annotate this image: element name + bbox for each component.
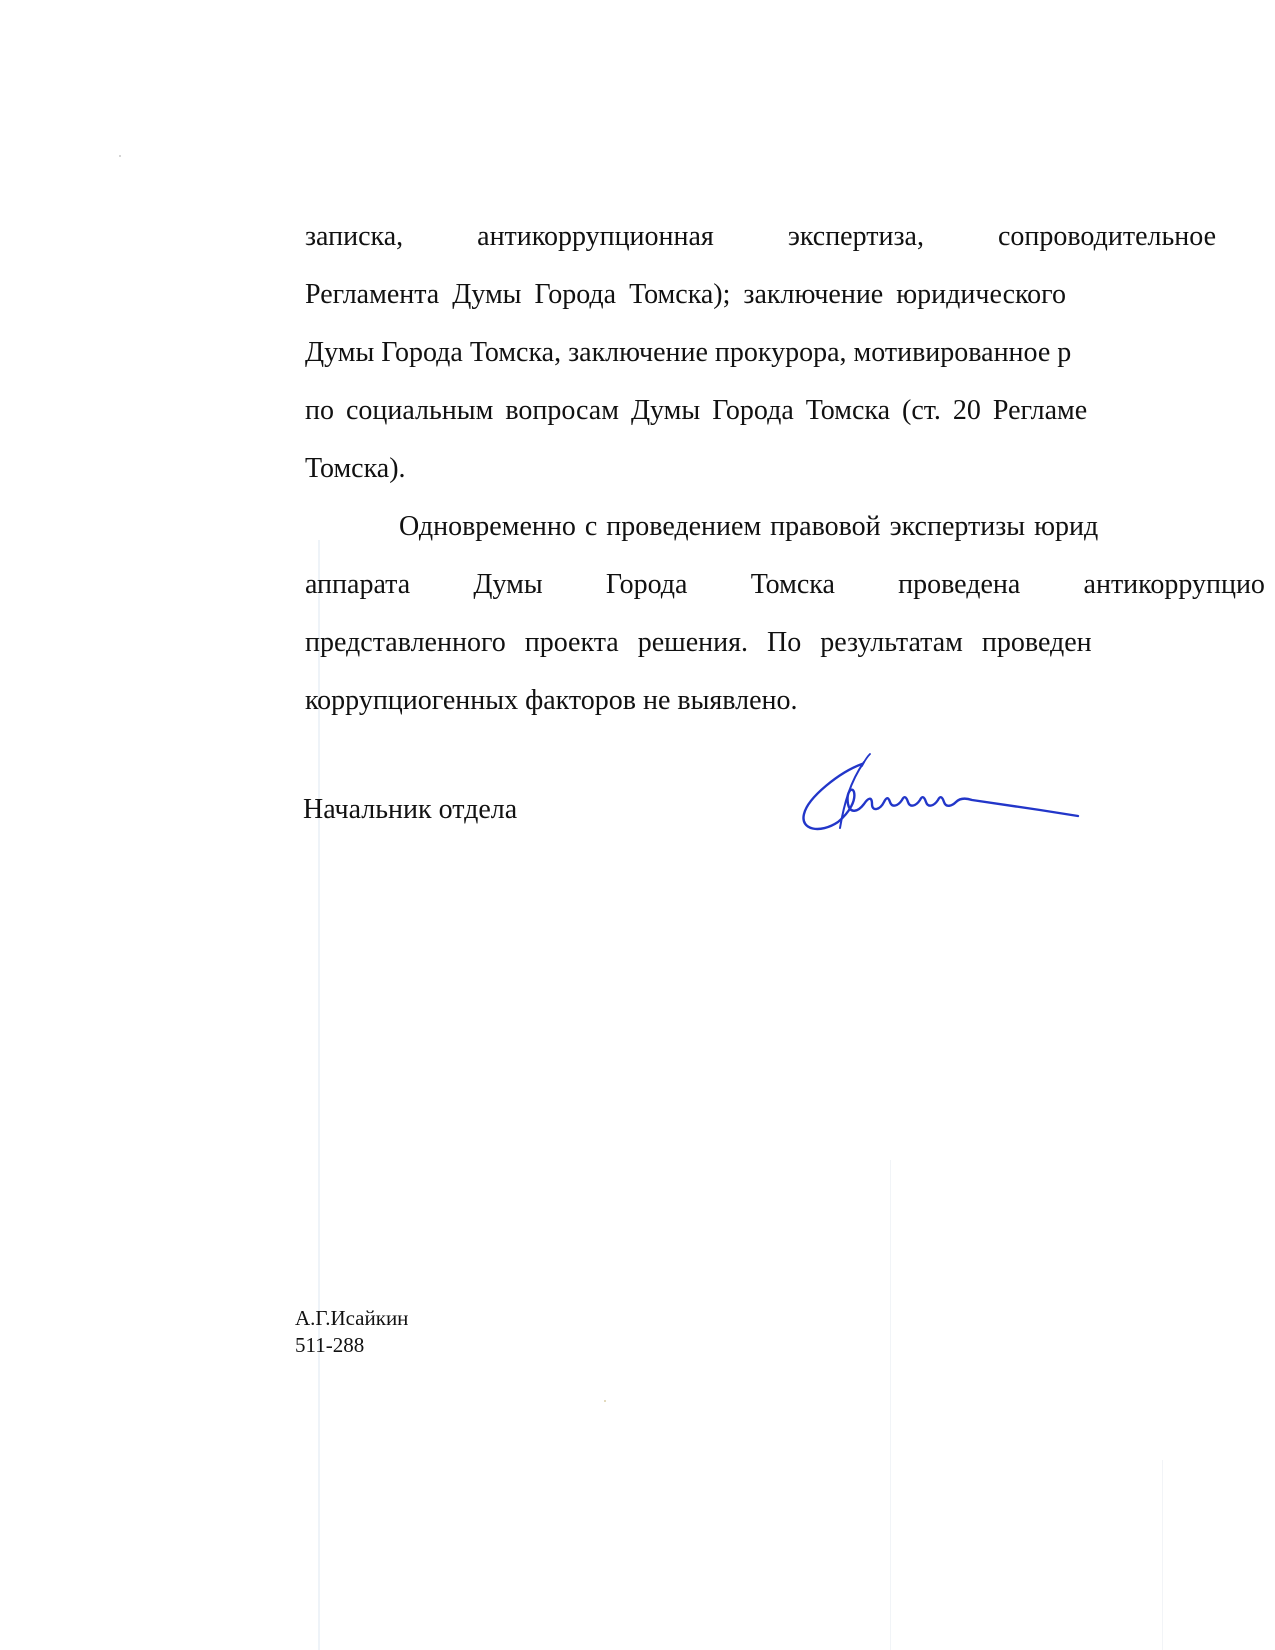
word: антикоррупционная <box>477 221 714 252</box>
word: записка, <box>305 221 404 252</box>
word: экспертиза, <box>787 221 924 252</box>
handwritten-signature <box>800 752 1090 842</box>
paragraph-2-line-1: Одновременно с проведением правовой экспертизы юрид <box>399 511 1099 542</box>
word: антикоррупцио <box>1083 569 1265 600</box>
paragraph-1-line-4: по социальным вопросам Думы Города Томска (ст. 20 Регламе <box>305 395 1088 426</box>
scan-artifact-line <box>1162 1460 1163 1650</box>
word: аппарата <box>305 569 411 600</box>
word: проведена <box>898 569 1021 600</box>
scan-artifact-dot <box>119 155 121 157</box>
executor-phone: 511-288 <box>295 1333 365 1357</box>
paragraph-1-line-2: Регламента Думы Города Томска); заключение юридического <box>305 279 1066 310</box>
word: Города <box>605 569 688 600</box>
paragraph-1-line-5: Томска). <box>305 453 406 484</box>
scan-artifact-dot <box>604 1400 606 1402</box>
scan-artifact-line <box>890 1160 891 1650</box>
paragraph-2-line-3: представленного проекта решения. По результатам проведен <box>305 627 1092 658</box>
body-text <box>305 208 1275 730</box>
paragraph-2-line-2 <box>305 556 1265 614</box>
signatory-position: Начальник отдела <box>303 794 518 825</box>
paragraph-1-line-3: Думы Города Томска, заключение прокурора, мотивированное р <box>305 337 1072 368</box>
word: Думы <box>473 569 543 600</box>
paragraph-1-line-1 <box>305 208 1216 266</box>
executor-name: А.Г.Исайкин <box>295 1306 409 1330</box>
paragraph-2-line-4: коррупциогенных факторов не выявлено. <box>305 685 798 716</box>
word: сопроводительное <box>997 221 1216 252</box>
executor-info <box>295 1305 408 1359</box>
word: Томска <box>750 569 835 600</box>
